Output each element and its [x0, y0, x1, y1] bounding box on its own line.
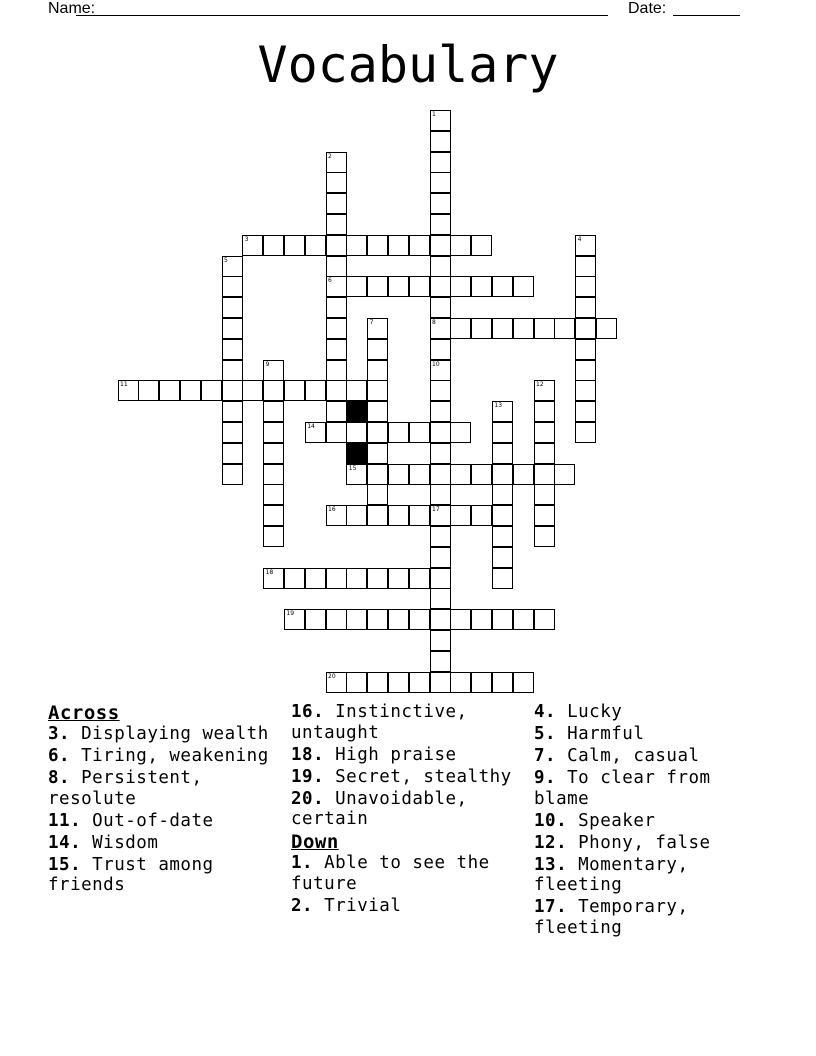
clue-number: 8. — [48, 768, 71, 788]
clues-column-1 — [48, 702, 284, 897]
clue-text: Out-of-date — [81, 810, 214, 831]
clue-item — [291, 745, 527, 766]
grid-cell[interactable] — [430, 547, 451, 568]
grid-cell[interactable] — [388, 568, 409, 589]
grid-cell[interactable] — [513, 318, 534, 339]
grid-cell[interactable] — [575, 360, 596, 381]
grid-cell[interactable] — [346, 276, 367, 297]
clue-item — [534, 724, 770, 745]
grid-cell[interactable] — [180, 380, 201, 401]
clue-number: 4. — [534, 702, 557, 722]
grid-cell[interactable] — [513, 276, 534, 297]
grid-cell[interactable] — [430, 588, 451, 609]
grid-cell[interactable] — [430, 276, 451, 297]
grid-cell[interactable] — [284, 380, 305, 401]
clue-item — [48, 855, 284, 896]
grid-cell[interactable] — [263, 505, 284, 526]
grid-cell[interactable] — [575, 339, 596, 360]
grid-cell[interactable] — [222, 401, 243, 422]
grid-cell[interactable] — [326, 235, 347, 256]
clue-number-label: 10 — [432, 360, 440, 368]
grid-cell[interactable] — [367, 401, 388, 422]
clue-number: 15. — [48, 854, 82, 875]
grid-cell[interactable] — [513, 672, 534, 693]
grid-cell[interactable] — [596, 318, 617, 339]
grid-cell[interactable] — [367, 339, 388, 360]
clue-number-label: 20 — [328, 672, 336, 680]
grid-cell[interactable] — [409, 609, 430, 630]
date-label: Date: — [628, 0, 667, 17]
grid-cell[interactable] — [575, 401, 596, 422]
grid-cell[interactable] — [450, 464, 471, 485]
grid-cell[interactable] — [471, 464, 492, 485]
clues-column-3 — [534, 702, 770, 940]
grid-cell[interactable] — [492, 276, 513, 297]
grid-cell[interactable] — [367, 484, 388, 505]
grid-cell[interactable] — [575, 380, 596, 401]
grid-cell[interactable] — [534, 609, 555, 630]
grid-cell[interactable] — [430, 422, 451, 443]
clue-number-label: 14 — [307, 423, 315, 430]
grid-cell[interactable] — [388, 609, 409, 630]
grid-cell[interactable] — [305, 380, 326, 401]
clue-number-label: 5 — [224, 256, 228, 264]
name-label: Name: — [48, 0, 96, 17]
clue-number: 7. — [534, 746, 557, 766]
grid-cell[interactable] — [430, 339, 451, 360]
grid-cell[interactable] — [430, 568, 451, 589]
clue-item — [534, 855, 770, 896]
clue-number: 12. — [534, 832, 568, 853]
clue-number: 20. — [291, 788, 325, 809]
grid-cell[interactable] — [450, 672, 471, 693]
grid-cell[interactable] — [284, 235, 305, 256]
grid-cell[interactable] — [388, 505, 409, 526]
clue-text: Able to see the future — [291, 853, 490, 894]
grid-cell[interactable] — [367, 672, 388, 693]
page-title: Vocabulary — [257, 36, 559, 94]
clue-number: 10. — [534, 810, 568, 831]
grid-cell[interactable] — [409, 235, 430, 256]
clue-number-label: 18 — [265, 568, 274, 576]
clue-number-label: 12 — [536, 381, 544, 389]
grid-cell[interactable] — [138, 380, 159, 401]
grid-cell[interactable] — [534, 401, 555, 422]
grid-cell[interactable] — [346, 609, 367, 630]
grid-cell[interactable] — [450, 505, 471, 526]
grid-cell[interactable] — [326, 318, 347, 339]
grid-cell[interactable] — [346, 422, 367, 443]
clues-column-2 — [291, 702, 527, 918]
grid-cell[interactable] — [492, 609, 513, 630]
clue-item — [534, 702, 770, 723]
clue-number: 13. — [534, 854, 568, 875]
grid-cell[interactable] — [367, 609, 388, 630]
grid-cell[interactable] — [575, 297, 596, 318]
grid-cell[interactable] — [471, 505, 492, 526]
grid-cell[interactable] — [367, 276, 388, 297]
clue-text: Trust among friends — [48, 854, 214, 895]
grid-cell[interactable] — [326, 193, 347, 214]
grid-cell[interactable] — [575, 318, 596, 339]
grid-cell[interactable] — [471, 276, 492, 297]
grid-cell[interactable] — [263, 464, 284, 485]
clue-number-label: 15 — [348, 464, 357, 472]
grid-cell[interactable] — [222, 297, 243, 318]
grid-cell[interactable] — [388, 235, 409, 256]
clue-text: High praise — [324, 744, 457, 765]
grid-cell[interactable] — [513, 464, 534, 485]
grid-cell[interactable] — [492, 568, 513, 589]
grid-cell[interactable] — [305, 609, 326, 630]
grid-cell[interactable] — [430, 484, 451, 505]
grid-cell[interactable] — [409, 464, 430, 485]
clue-number-label: 9 — [265, 360, 270, 368]
grid-cell[interactable] — [222, 360, 243, 381]
clue-number-label: 8 — [432, 319, 436, 326]
grid-cell[interactable] — [430, 235, 451, 256]
clue-number-label: 6 — [328, 277, 332, 285]
clue-number: 2. — [291, 895, 314, 916]
clue-item — [48, 724, 284, 745]
grid-black-cell — [346, 443, 367, 464]
grid-cell[interactable] — [430, 630, 451, 651]
grid-cell[interactable] — [492, 547, 513, 568]
clue-text: Trivial — [313, 895, 402, 916]
clue-number: 6. — [48, 746, 71, 766]
grid-cell[interactable] — [450, 422, 471, 443]
grid-cell[interactable] — [367, 422, 388, 443]
clue-number-label: 3 — [244, 235, 249, 243]
grid-cell[interactable] — [534, 464, 555, 485]
grid-cell[interactable] — [326, 297, 347, 318]
grid-cell[interactable] — [575, 256, 596, 277]
grid-cell[interactable] — [222, 443, 243, 464]
grid-cell[interactable] — [554, 464, 575, 485]
clue-item — [534, 897, 770, 938]
across-heading: Across — [48, 702, 120, 724]
grid-cell[interactable] — [575, 422, 596, 443]
grid-cell[interactable] — [534, 505, 555, 526]
clue-item — [48, 746, 284, 767]
grid-cell[interactable] — [430, 256, 451, 277]
grid-cell[interactable] — [388, 672, 409, 693]
grid-cell[interactable] — [430, 401, 451, 422]
clue-number: 19. — [291, 766, 325, 787]
grid-cell[interactable] — [326, 568, 347, 589]
grid-cell[interactable] — [430, 464, 451, 485]
grid-cell[interactable] — [284, 568, 305, 589]
clue-text: To clear from blame — [534, 768, 711, 809]
grid-cell[interactable] — [430, 152, 451, 173]
grid-cell[interactable] — [430, 651, 451, 672]
grid-cell[interactable] — [263, 422, 284, 443]
grid-cell[interactable] — [534, 318, 555, 339]
clue-number-label: 16 — [328, 506, 336, 514]
grid-cell[interactable] — [326, 339, 347, 360]
grid-cell[interactable] — [534, 443, 555, 464]
clue-text: Calm, casual — [556, 746, 700, 766]
clue-text: Instinctive, untaught — [291, 702, 468, 743]
grid-cell[interactable] — [159, 380, 180, 401]
grid-cell[interactable] — [346, 505, 367, 526]
clue-item — [291, 789, 527, 830]
clue-number-label: 7 — [369, 319, 374, 326]
clue-text: Harmful — [556, 724, 645, 744]
grid-cell[interactable] — [492, 484, 513, 505]
clue-number: 1. — [291, 853, 314, 873]
grid-cell[interactable] — [430, 297, 451, 318]
grid-cell[interactable] — [367, 443, 388, 464]
clue-text: Speaker — [567, 810, 656, 831]
clue-text: Temporary, fleeting — [534, 897, 689, 938]
clue-text: Wisdom — [81, 832, 159, 853]
grid-cell[interactable] — [492, 443, 513, 464]
clue-text: Phony, false — [567, 832, 711, 853]
grid-cell[interactable] — [430, 672, 451, 693]
clue-item — [48, 833, 284, 854]
grid-cell[interactable] — [346, 672, 367, 693]
grid-cell[interactable] — [326, 256, 347, 277]
clue-item — [291, 896, 527, 917]
clue-number: 5. — [534, 724, 557, 744]
grid-cell[interactable] — [430, 380, 451, 401]
clue-item — [291, 702, 527, 743]
grid-cell[interactable] — [201, 380, 222, 401]
grid-cell[interactable] — [450, 318, 471, 339]
grid-cell[interactable] — [326, 422, 347, 443]
down-heading: Down — [291, 831, 339, 853]
clue-number-label: 19 — [286, 610, 295, 618]
grid-cell[interactable] — [492, 505, 513, 526]
grid-cell[interactable] — [430, 609, 451, 630]
grid-cell[interactable] — [471, 609, 492, 630]
grid-cell[interactable] — [575, 276, 596, 297]
grid-cell[interactable] — [367, 235, 388, 256]
clue-item — [534, 768, 770, 809]
clue-text: Lucky — [556, 702, 623, 722]
clue-text: Momentary, fleeting — [534, 854, 689, 895]
grid-cell[interactable] — [409, 422, 430, 443]
grid-cell[interactable] — [242, 380, 263, 401]
clue-number-label: 13 — [494, 402, 503, 410]
clue-number-label: 4 — [577, 235, 582, 243]
clue-item — [534, 833, 770, 854]
grid-cell[interactable] — [263, 484, 284, 505]
grid-cell[interactable] — [388, 276, 409, 297]
grid-cell[interactable] — [346, 380, 367, 401]
grid-black-cell — [346, 401, 367, 422]
clue-number-label: 17 — [432, 506, 440, 514]
grid-cell[interactable] — [326, 214, 347, 235]
clue-text: Secret, stealthy — [324, 766, 512, 787]
grid-cell[interactable] — [409, 672, 430, 693]
grid-cell[interactable] — [222, 339, 243, 360]
grid-cell[interactable] — [430, 443, 451, 464]
grid-cell[interactable] — [430, 172, 451, 193]
grid-cell[interactable] — [305, 235, 326, 256]
grid-cell[interactable] — [222, 464, 243, 485]
grid-cell[interactable] — [326, 380, 347, 401]
clue-item — [534, 811, 770, 832]
grid-cell[interactable] — [263, 235, 284, 256]
grid-cell[interactable] — [346, 235, 367, 256]
clue-text: Persistent, resolute — [48, 768, 203, 809]
clue-item — [291, 853, 527, 894]
grid-cell[interactable] — [409, 505, 430, 526]
clue-item — [534, 746, 770, 767]
grid-cell[interactable] — [263, 401, 284, 422]
grid-cell[interactable] — [471, 318, 492, 339]
grid-cell[interactable] — [222, 422, 243, 443]
grid-cell[interactable] — [326, 401, 347, 422]
grid-cell[interactable] — [430, 131, 451, 152]
clue-number: 11. — [48, 810, 82, 831]
grid-cell[interactable] — [326, 172, 347, 193]
grid-cell[interactable] — [492, 318, 513, 339]
clue-number: 16. — [291, 702, 325, 722]
grid-cell[interactable] — [492, 464, 513, 485]
grid-cell[interactable] — [222, 318, 243, 339]
grid-cell[interactable] — [450, 609, 471, 630]
clue-number: 3. — [48, 724, 71, 744]
grid-cell[interactable] — [263, 380, 284, 401]
clue-text: Tiring, weakening — [70, 746, 269, 766]
grid-cell[interactable] — [492, 422, 513, 443]
grid-cell[interactable] — [326, 609, 347, 630]
clue-number: 9. — [534, 768, 557, 788]
grid-cell[interactable] — [534, 484, 555, 505]
grid-cell[interactable] — [554, 318, 575, 339]
clue-text: Displaying wealth — [70, 724, 269, 744]
clue-number: 18. — [291, 744, 325, 765]
grid-cell[interactable] — [450, 276, 471, 297]
grid-cell[interactable] — [471, 235, 492, 256]
grid-cell[interactable] — [450, 235, 471, 256]
clue-item — [48, 768, 284, 809]
clue-text: Unavoidable, certain — [291, 788, 468, 829]
grid-cell[interactable] — [222, 380, 243, 401]
grid-cell[interactable] — [513, 609, 534, 630]
clue-item — [291, 767, 527, 788]
grid-cell[interactable] — [367, 360, 388, 381]
grid-cell[interactable] — [492, 672, 513, 693]
grid-cell[interactable] — [367, 505, 388, 526]
grid-cell[interactable] — [367, 380, 388, 401]
clue-number-label: 11 — [120, 381, 128, 389]
grid-cell[interactable] — [222, 276, 243, 297]
grid-cell[interactable] — [534, 526, 555, 547]
clue-number-label: 2 — [328, 152, 332, 160]
grid-cell[interactable] — [367, 568, 388, 589]
clue-number-label: 1 — [432, 111, 436, 118]
clue-item — [48, 811, 284, 832]
grid-cell[interactable] — [430, 193, 451, 214]
grid-cell[interactable] — [326, 360, 347, 381]
grid-cell[interactable] — [388, 422, 409, 443]
grid-cell[interactable] — [534, 422, 555, 443]
grid-cell[interactable] — [388, 464, 409, 485]
grid-cell[interactable] — [305, 568, 326, 589]
grid-cell[interactable] — [471, 672, 492, 693]
grid-cell[interactable] — [492, 526, 513, 547]
grid-cell[interactable] — [263, 443, 284, 464]
grid-cell[interactable] — [409, 276, 430, 297]
grid-cell[interactable] — [367, 464, 388, 485]
grid-cell[interactable] — [430, 214, 451, 235]
grid-cell[interactable] — [409, 568, 430, 589]
grid-cell[interactable] — [346, 568, 367, 589]
grid-cell[interactable] — [430, 526, 451, 547]
grid-cell[interactable] — [263, 526, 284, 547]
clue-number: 17. — [534, 897, 568, 917]
clue-number: 14. — [48, 832, 82, 853]
